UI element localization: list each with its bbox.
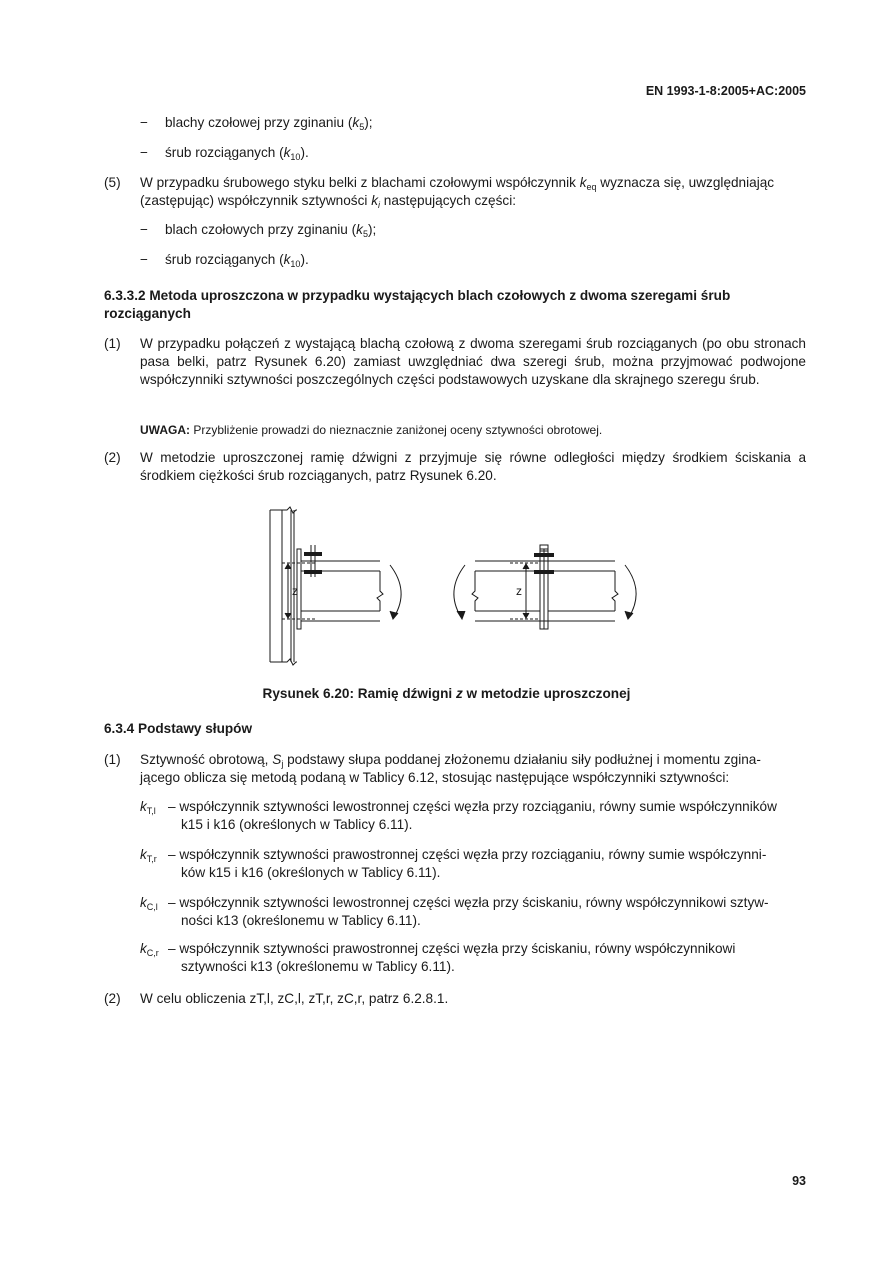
paragraph: W metodzie uproszczonej ramię dźwigni z przyjmuje się równe odległości między środkiem ściskania a środkiem ciężkości śrub rozciąganych, patrz Rysunek 6.20. <box>140 450 806 483</box>
list-dash: − <box>140 145 148 160</box>
list-item: śrub rozciąganych $(k_{10})$. <box>165 145 309 162</box>
clause-number: (1) <box>104 336 121 351</box>
definition-text: – współczynnik sztywności prawostronnej części węzła przy ściskaniu, równy współczynnikowi <box>168 941 736 956</box>
list-dash: − <box>140 252 148 267</box>
paragraph: W celu obliczenia zT,l, zC,l, zT,r, zC,r, patrz 6.2.8.1. <box>140 991 449 1006</box>
definition-symbol: $k_{C,l}$ <box>140 895 158 912</box>
definition-text-cont: sztywności k13 (określonemu w Tablicy 6.11). <box>181 959 455 974</box>
definition-text-cont: ków k15 i k16 (określonych w Tablicy 6.11). <box>181 865 441 880</box>
figure-lever-arm <box>260 505 640 670</box>
list-item: blach czołowych przy zginaniu $(k_5)$; <box>165 222 377 239</box>
definition-text: – współczynnik sztywności lewostronnej części węzła przy rozciąganiu, równy sumie współczynników <box>168 799 777 814</box>
clause-number: (2) <box>104 450 121 465</box>
document-id: EN 1993-1-8:2005+AC:2005 <box>645 84 806 98</box>
definition-symbol: $k_{T,l}$ <box>140 799 156 816</box>
definition-text-cont: k15 i k16 (określonych w Tablicy 6.11). <box>181 817 413 832</box>
definition-symbol: $k_{T,r}$ <box>140 847 157 864</box>
list-item: śrub rozciąganych $(k_{10})$. <box>165 252 309 269</box>
definition-text: – współczynnik sztywności lewostronnej części węzła przy ściskaniu, równy współczynnikowi sztyw- <box>168 895 769 910</box>
moment-arrow-right-left <box>454 565 465 617</box>
definition-text: – współczynnik sztywności prawostronnej części węzła przy rozciąganiu, równy sumie współczynni- <box>168 847 767 862</box>
moment-arrow-left <box>390 565 401 617</box>
section-heading: 6.3.3.2 Metoda uproszczona w przypadku wystających blach czołowych z dwoma szeregami śrub rozciąganych <box>104 288 731 321</box>
list-item: blachy czołowej przy zginaniu $(k_5)$; <box>165 115 373 132</box>
definition-text-cont: ności k13 (określonemu w Tablicy 6.11). <box>181 913 421 928</box>
page-number: 93 <box>792 1174 806 1188</box>
list-dash: − <box>140 115 148 130</box>
clause-number: (2) <box>104 991 121 1006</box>
section-heading: 6.3.4 Podstawy słupów <box>104 721 253 736</box>
beam-splice-right <box>472 545 618 629</box>
moment-arrow-right-right <box>625 565 636 617</box>
lever-arm-label-right: z <box>516 584 522 598</box>
definition-symbol: $k_{C,r}$ <box>140 941 159 958</box>
clause-number: (5) <box>104 175 121 190</box>
paragraph: Sztywność obrotową, $S_j$ podstawy słupa poddanej złożonemu działaniu siły podłużnej i momentu zgina- jącego oblicza się metodą podaną w Tablicy 6.12, stosując następujące współczynniki sztywności: <box>140 752 761 785</box>
clause-number: (1) <box>104 752 121 767</box>
paragraph: W przypadku śrubowego styku belki z blachami czołowymi współczynnik $k_{eq}$ wyznacza się, uwzględniając (zastępując) współczynnik sztywności $k_i$ następujących części: <box>140 175 775 210</box>
figure-caption: Rysunek 6.20: Ramię dźwigni z w metodzie uproszczonej <box>262 686 631 701</box>
list-dash: − <box>140 222 148 237</box>
paragraph: W przypadku połączeń z wystającą blachą czołową z dwoma szeregami śrub rozciąganych (po obu stronach pasa belki, patrz Rysunek 6.20) zamiast uwzględniać dwa szeregi śrub, można przyjmować podwojone współczynniki sztywności poszczególnych części podstawowych uzyskane dla skrajnego szeregu śrub. <box>140 336 806 387</box>
moment-arrowhead-right-left <box>457 611 465 619</box>
lever-arm-label-left: z <box>292 584 298 598</box>
note: UWAGA: Przybliżenie prowadzi do nieznacznie zaniżonej oceny sztywności obrotowej. <box>140 423 603 437</box>
